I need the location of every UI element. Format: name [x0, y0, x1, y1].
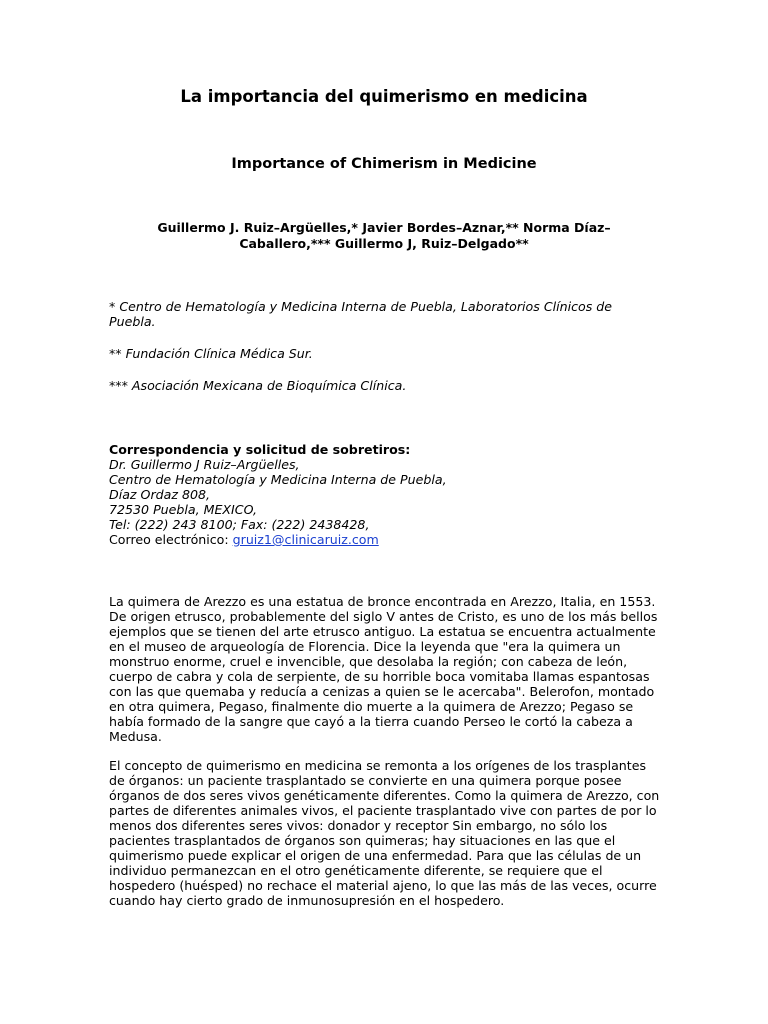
affiliation-1: [109, 299, 661, 329]
email-label: Correo electrónico:: [109, 532, 229, 547]
page-title: La importancia del quimerismo en medicina: [180, 87, 588, 106]
affiliation-2: [109, 346, 661, 361]
correspondence-line: Tel: (222) 243 8100; Fax: (222) 2438428,: [109, 517, 370, 532]
body-paragraph-1: La quimera de Arezzo es una estatua de bronce encontrada en Arezzo, Italia, en 1553. De origen etrusco, probablemente del siglo V antes de Cristo, es uno de los más bellos ejemplos que se tienen del arte etrusco antiguo. La estatua se encuentra actualmente en el museo de arqueología de Florencia. Dice la leyenda que "era la quimera un monstruo enorme, cruel e invencible, que desolaba la región; con cabeza de león, cuerpo de cabra y cola de serpiente, de su horrible boca vomitaba llamas espantosas con las que quemaba y reducía a cenizas a quien se le acercaba". Belerofon, montado en otra quimera, Pegaso, finalmente dio muerte a la quimera de Arezzo; Pegaso se había formado de la sangre que cayó a la tierra cuando Perseo le cortó la cabeza a Medusa.: [109, 594, 658, 744]
affiliation-text: Fundación Clínica Médica Sur.: [125, 346, 313, 361]
correspondence-line: Díaz Ordaz 808,: [109, 487, 210, 502]
affiliation-mark: *: [109, 299, 116, 314]
body-paragraph-2: El concepto de quimerismo en medicina se remonta a los orígenes de los trasplantes de órganos: un paciente trasplantado se convierte en una quimera porque posee órganos de dos seres vivos genéticamente diferentes. Como la quimera de Arezzo, con partes de diferentes animales vivos, el paciente trasplantado vive con partes de por lo menos dos diferentes seres vivos: donador y receptor Sin embargo, no sólo los pacientes trasplantados de órganos son quimeras; hay situaciones en las que el quimerismo puede explicar el origen de una enfermedad. Para que las células de un individuo permanezcan en el otro genéticamente diferente, se requiere que el hospedero (huésped) no rechace el material ajeno, lo que las más de las veces, ocurre cuando hay cierto grado de inmunosupresión en el hospedero.: [109, 758, 660, 908]
affiliation-3: [109, 378, 661, 393]
email-link[interactable]: gruiz1@clinicaruiz.com: [232, 532, 379, 547]
correspondence-line: 72530 Puebla, MEXICO,: [109, 502, 257, 517]
affiliation-text: Centro de Hematología y Medicina Interna de Puebla, Laboratorios Clínicos de Puebla.: [109, 299, 613, 329]
affiliation-text: Asociación Mexicana de Bioquímica Clínica.: [131, 378, 407, 393]
email-line: [109, 532, 661, 547]
affiliation-mark: ***: [109, 378, 128, 393]
correspondence-line: Dr. Guillermo J Ruiz–Argüelles,: [109, 457, 300, 472]
english-subtitle: Importance of Chimerism in Medicine: [231, 156, 537, 172]
author-list: Guillermo J. Ruiz–Argüelles,* Javier Bordes–Aznar,** Norma Díaz–Caballero,*** Guillermo J, Ruiz–Delgado**: [157, 220, 611, 251]
affiliation-mark: **: [109, 346, 122, 361]
correspondence-block: [109, 442, 661, 547]
correspondence-line: Centro de Hematología y Medicina Interna de Puebla,: [109, 472, 447, 487]
correspondence-heading: Correspondencia y solicitud de sobretiros:: [109, 442, 411, 457]
